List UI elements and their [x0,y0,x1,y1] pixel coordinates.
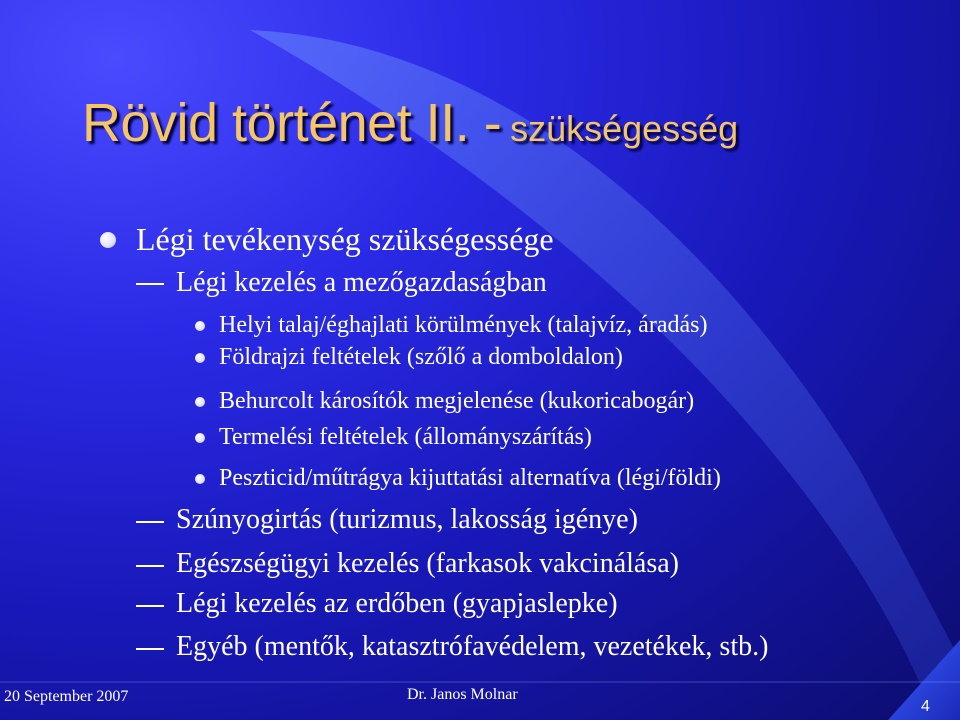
small-bullet-icon [195,433,205,443]
footer-date: 20 September 2007 [4,688,129,705]
dash-bullet-icon [136,283,164,285]
list-item: Behurcolt károsítók megjelenése (kukoricabogár) [219,388,695,414]
small-bullet-icon [195,321,205,331]
page-number: 4 [921,698,930,715]
list-item: Termelési feltételek (állományszárítás) [219,424,592,450]
dash-bullet-icon [136,565,164,567]
list-item: Földrajzi feltételek (szőlő a domboldalon) [219,344,623,370]
title-sub: szükségesség [510,108,739,149]
dash-bullet-icon [136,648,164,650]
sub-item-other: Egyéb (mentők, katasztrófavédelem, vezetékek, stb.) [176,631,769,662]
footer-author: Dr. Janos Molnar [407,686,518,703]
bullet-disc-icon [100,232,116,248]
sub-item-agriculture: Légi kezelés a mezőgazdaságban [176,267,547,298]
small-bullet-icon [195,353,205,363]
list-item: Peszticid/műtrágya kijuttatási alternatíva (légi/földi) [219,465,721,491]
bullet-heading: Légi tevékenység szükségessége [136,221,554,257]
small-bullet-icon [195,474,205,484]
dash-bullet-icon [136,605,164,607]
title-main: Rövid történet II. - [82,93,502,153]
list-item: Helyi talaj/éghajlati körülmények (talajvíz, áradás) [219,312,708,338]
sub-item-mosquito: Szúnyogirtás (turizmus, lakosság igénye) [176,504,638,535]
small-bullet-icon [195,397,205,407]
sub-item-health: Egészségügyi kezelés (farkasok vakcinálása) [176,548,679,579]
sub-item-forest: Légi kezelés az erdőben (gyapjaslepke) [176,588,618,619]
dash-bullet-icon [136,521,164,523]
